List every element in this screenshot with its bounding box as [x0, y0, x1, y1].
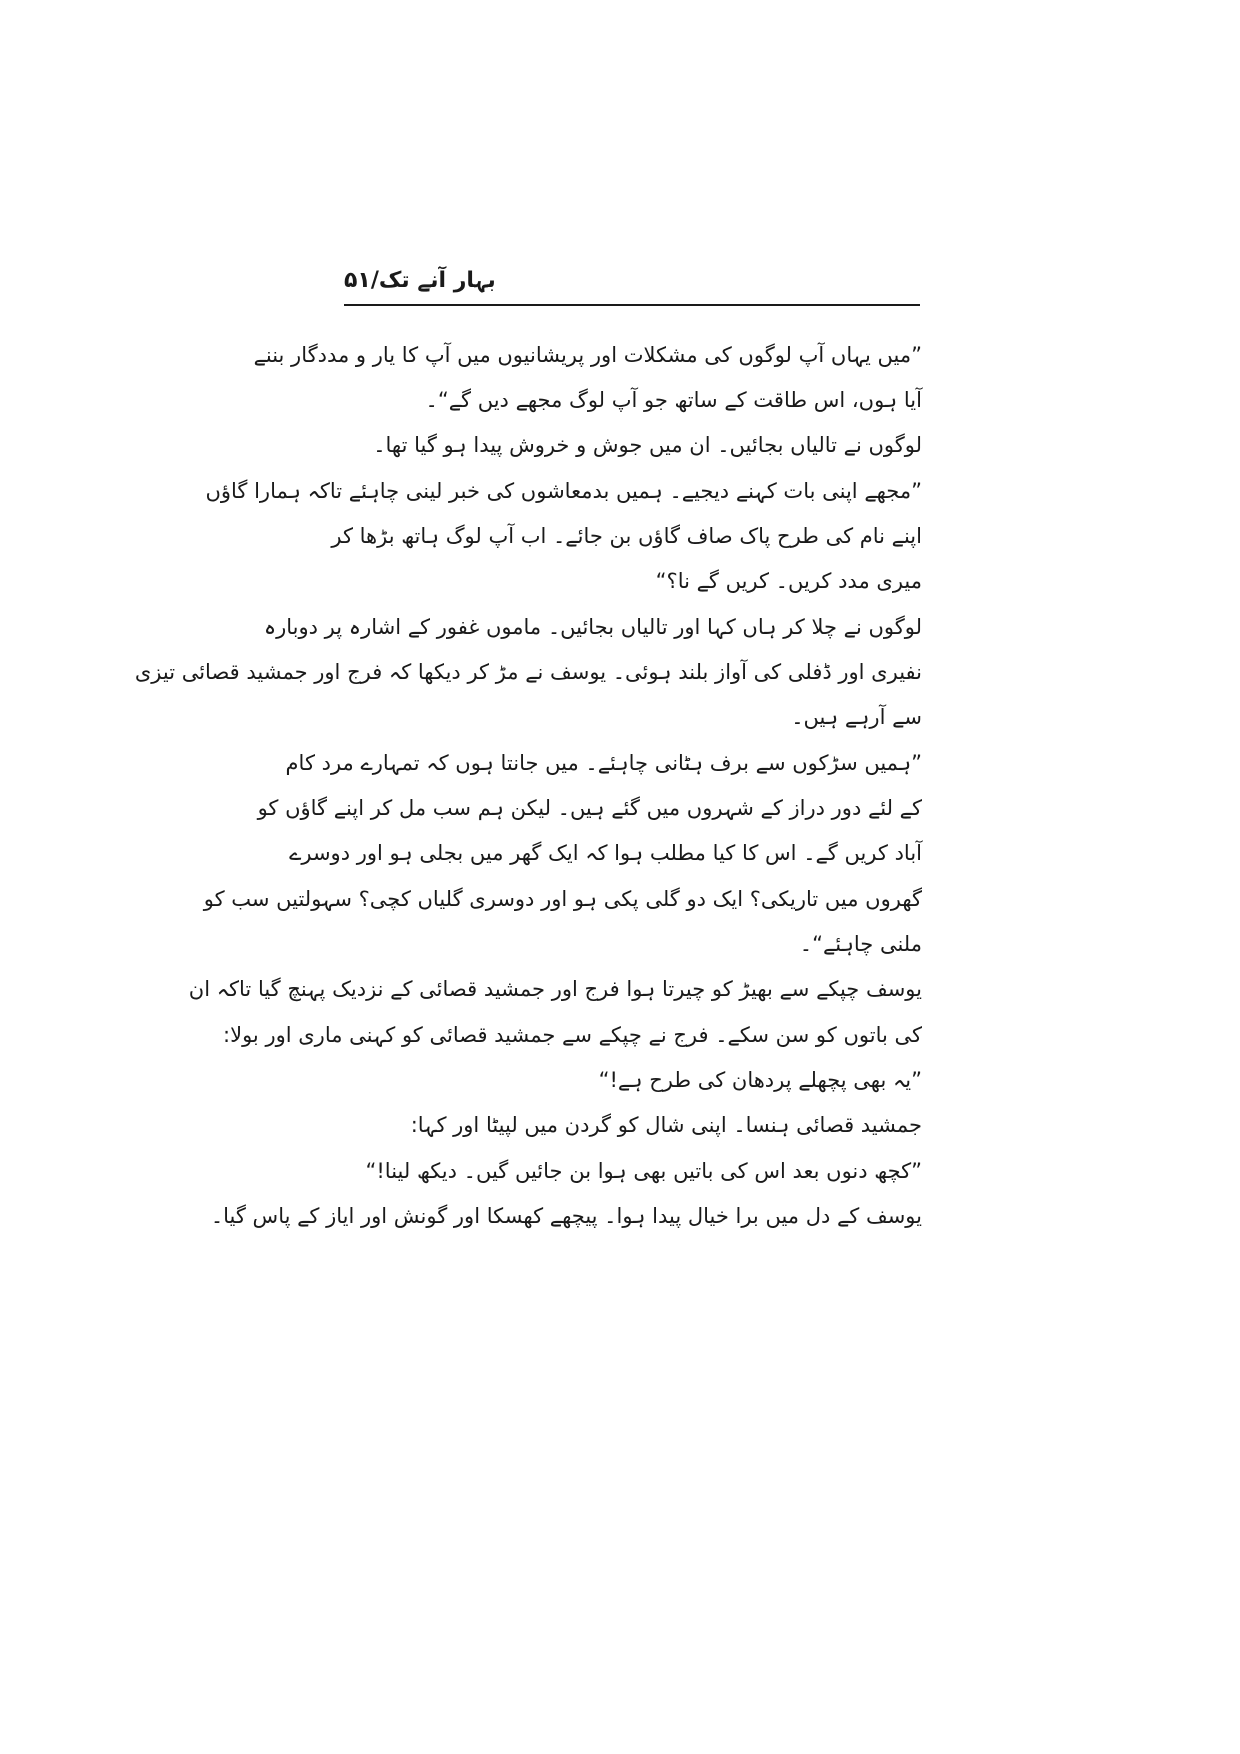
text-line: یوسف کے دل میں برا خیال پیدا ہوا۔ پیچھے کھسکا اور گونش اور ایاز کے پاس گیا۔ [210, 1204, 922, 1228]
page-header [344, 268, 920, 302]
text-line: کے لئے دور دراز کے شہروں میں گئے ہیں۔ لیکن ہم سب مل کر اپنے گاؤں کو [257, 796, 922, 820]
text-line: ”کچھ دنوں بعد اس کی باتیں بھی ہوا بن جائیں گیں۔ دیکھ لینا!“ [365, 1159, 922, 1183]
text-line: ”میں یہاں آپ لوگوں کی مشکلات اور پریشانیوں میں آپ کا یار و مددگار بننے [253, 343, 922, 367]
text-line: یوسف چپکے سے بھیڑ کو چیرتا ہوا فرج اور جمشید قصائی کے نزدیک پہنچ گیا تاکہ ان [188, 977, 922, 1001]
text-line: ”مجھے اپنی بات کہنے دیجیے۔ ہمیں بدمعاشوں کی خبر لینی چاہئے تاکہ ہمارا گاؤں [205, 479, 922, 503]
text-line: کی باتوں کو سن سکے۔ فرج نے چپکے سے جمشید قصائی کو کہنی ماری اور بولا: [223, 1023, 922, 1047]
text-line: جمشید قصائی ہنسا۔ اپنی شال کو گردن میں لپیٹا اور کہا: [410, 1113, 922, 1137]
text-line: ملنی چاہئے“۔ [799, 932, 922, 956]
text-line: نفیری اور ڈفلی کی آواز بلند ہوئی۔ یوسف نے مڑ کر دیکھا کہ فرج اور جمشید قصائی تیزی [134, 660, 922, 684]
text-line: لوگوں نے تالیاں بجائیں۔ ان میں جوش و خروش پیدا ہو گیا تھا۔ [373, 433, 922, 457]
text-line: آباد کریں گے۔ اس کا کیا مطلب ہوا کہ ایک گھر میں بجلی ہو اور دوسرے [289, 841, 922, 865]
text-line: آیا ہوں، اس طاقت کے ساتھ جو آپ لوگ مجھے دیں گے“۔ [425, 388, 922, 412]
text-line: اپنے نام کی طرح پاک صاف گاؤں بن جائے۔ اب آپ لوگ ہاتھ بڑھا کر [331, 524, 922, 548]
text-line: لوگوں نے چلا کر ہاں کہا اور تالیاں بجائیں۔ ماموں غفور کے اشارہ پر دوبارہ [263, 615, 922, 639]
header-rule [344, 304, 920, 306]
running-title: بہار آنے تک/۵۱ [344, 268, 496, 293]
text-line: میری مدد کریں۔ کریں گے نا؟“ [655, 569, 922, 593]
text-line: ”یہ بھی پچھلے پردھان کی طرح ہے!“ [598, 1068, 922, 1092]
text-line: سے آرہے ہیں۔ [791, 705, 922, 729]
text-line: گھروں میں تاریکی؟ ایک دو گلی پکی ہو اور دوسری گلیاں کچی؟ سہولتیں سب کو [203, 887, 922, 911]
text-line: ”ہمیں سڑکوں سے برف ہٹانی چاہئے۔ میں جانتا ہوں کہ تمہارے مرد کام [285, 751, 922, 775]
